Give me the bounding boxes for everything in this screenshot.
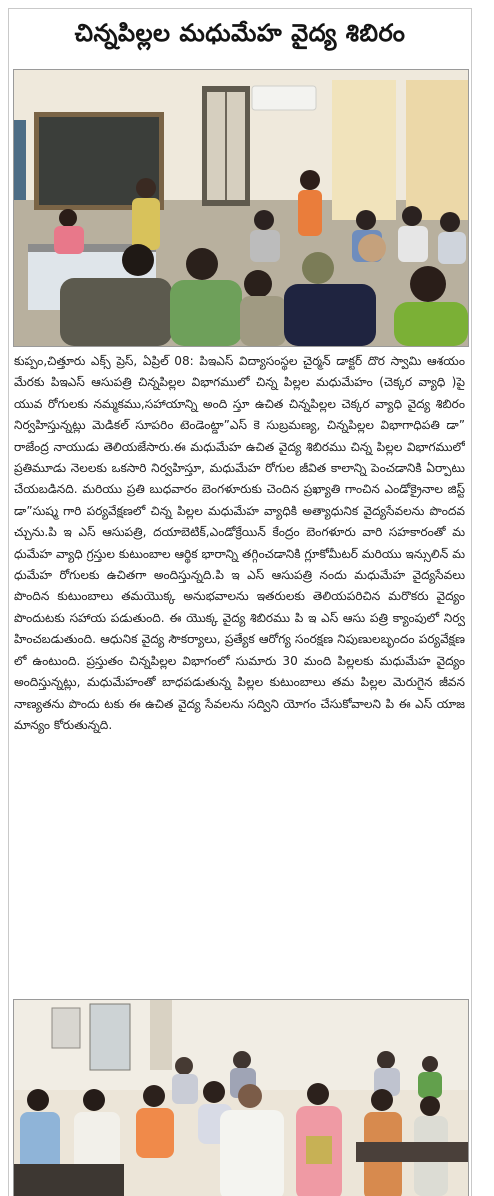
newspaper-clipping xyxy=(8,8,472,1196)
classroom-photo xyxy=(13,69,469,347)
attendees-photo xyxy=(13,999,469,1196)
article-body: కుప్పం,చిత్తూరు ఎక్స్ ప్రెస్, ఏప్రిల్ 08: పిఇఎస్ విద్యాసంస్థల చైర్మన్ డాక్టర్ దొర స్వామి ఆశయం మేరకు పిఇఎస్ ఆసుపత్రి చిన్నపిల్లల విభాగములో చిన్న పిల్లల మధుమేహం (చెక్కర వ్యాధి )పై యువ రోగులకు నమ్మకము,సహాయాన్ని అంది స్తూ ఉచిత చిన్నపిల్లల చెక్కర వ్యాధి వైద్య శిబిరం నిర్వహిస్తున్నట్లు మెడికల్ సూపరిం టెండెంట్డా”ఎస్ కె సుబ్రమణ్య, చిన్నపిల్లల విభాగాధిపతి డా” రాజేంద్ర నాయుడు తెలియజేసారు.ఈ మధుమేహ ఉచిత వైద్య శిబిరము చిన్న పిల్లల విభాగములో ప్రతిమూడు నెలలకు ఒకసారి నిర్వహిస్తూ, మధుమేహ రోగుల జీవిత కాలాన్ని పెంచడానికి ఏర్పాటు చేయబడినది. మరియు ప్రతి బుధవారం బెంగళూరుకు చెందిన ప్రఖ్యాతి గాంచిన ఎండోక్రైనాల జిస్ట్ డా”సుష్మ గారి పర్యవేక్షణలో చిన్న పిల్లల మధుమేహ వ్యాధికి అత్యాధునిక వైద్యసేవలను పొందవచ్చును.పి ఇ ఎస్ ఆసుపత్రి, దయాబెటిక్,ఎండోక్రేయిన్ కేంద్రం బెంగళూరు వారి సహకారంతో మధుమేహ వ్యాధి గ్రస్తుల కుటుంబాల ఆర్థిక భారాన్ని తగ్గించడానికి గ్లూకోమీటర్ మరియు ఇన్సులిన్ మధుమేహ రోగులకు ఉచితగా అందిస్తున్నది.పి ఇ ఎస్ ఆసుపత్రి నందు మధుమేహ వైద్యసేవలు పొందిన కుటుంబాలు తమయొక్క అనుభవాలను ఇతరులకు తెలియపరిచిన మరొకరు వైద్యం పొందుటకు సహాయ పడుతుంది. ఈ యొక్క వైద్య శిబిరము పి ఇ ఎస్ ఆసు పత్రి క్యాంపులో నిర్వహించబడుతుంది. ఆధునిక వైద్య సౌకర్యాలు, ప్రత్యేక ఆరోగ్య సంరక్షణ నిపుణులబృందం పర్యవేక్షణలో ఉంటుంది. ప్రస్తుతం చిన్నపిల్లల విభాగంలో సుమారు 30 మంది పిల్లలకు మధుమేహ వైద్యం అందిస్తున్నట్లు, మధుమేహంతో బాధపడుతున్న పిల్లల కుటుంబాలు తమ పిల్లల మెరుగైన జీవన నాణ్యతను పొందు టకు ఈ ఉచిత వైద్య సేవలను సద్విని యోగం చేసుకోవాలని పి ఈ ఎస్ యాజ మాన్యం కోరుతున్నది. xyxy=(14,354,465,732)
article-headline: చిన్నపిల్లల మధుమేహ వైద్య శిబిరం xyxy=(74,19,406,47)
